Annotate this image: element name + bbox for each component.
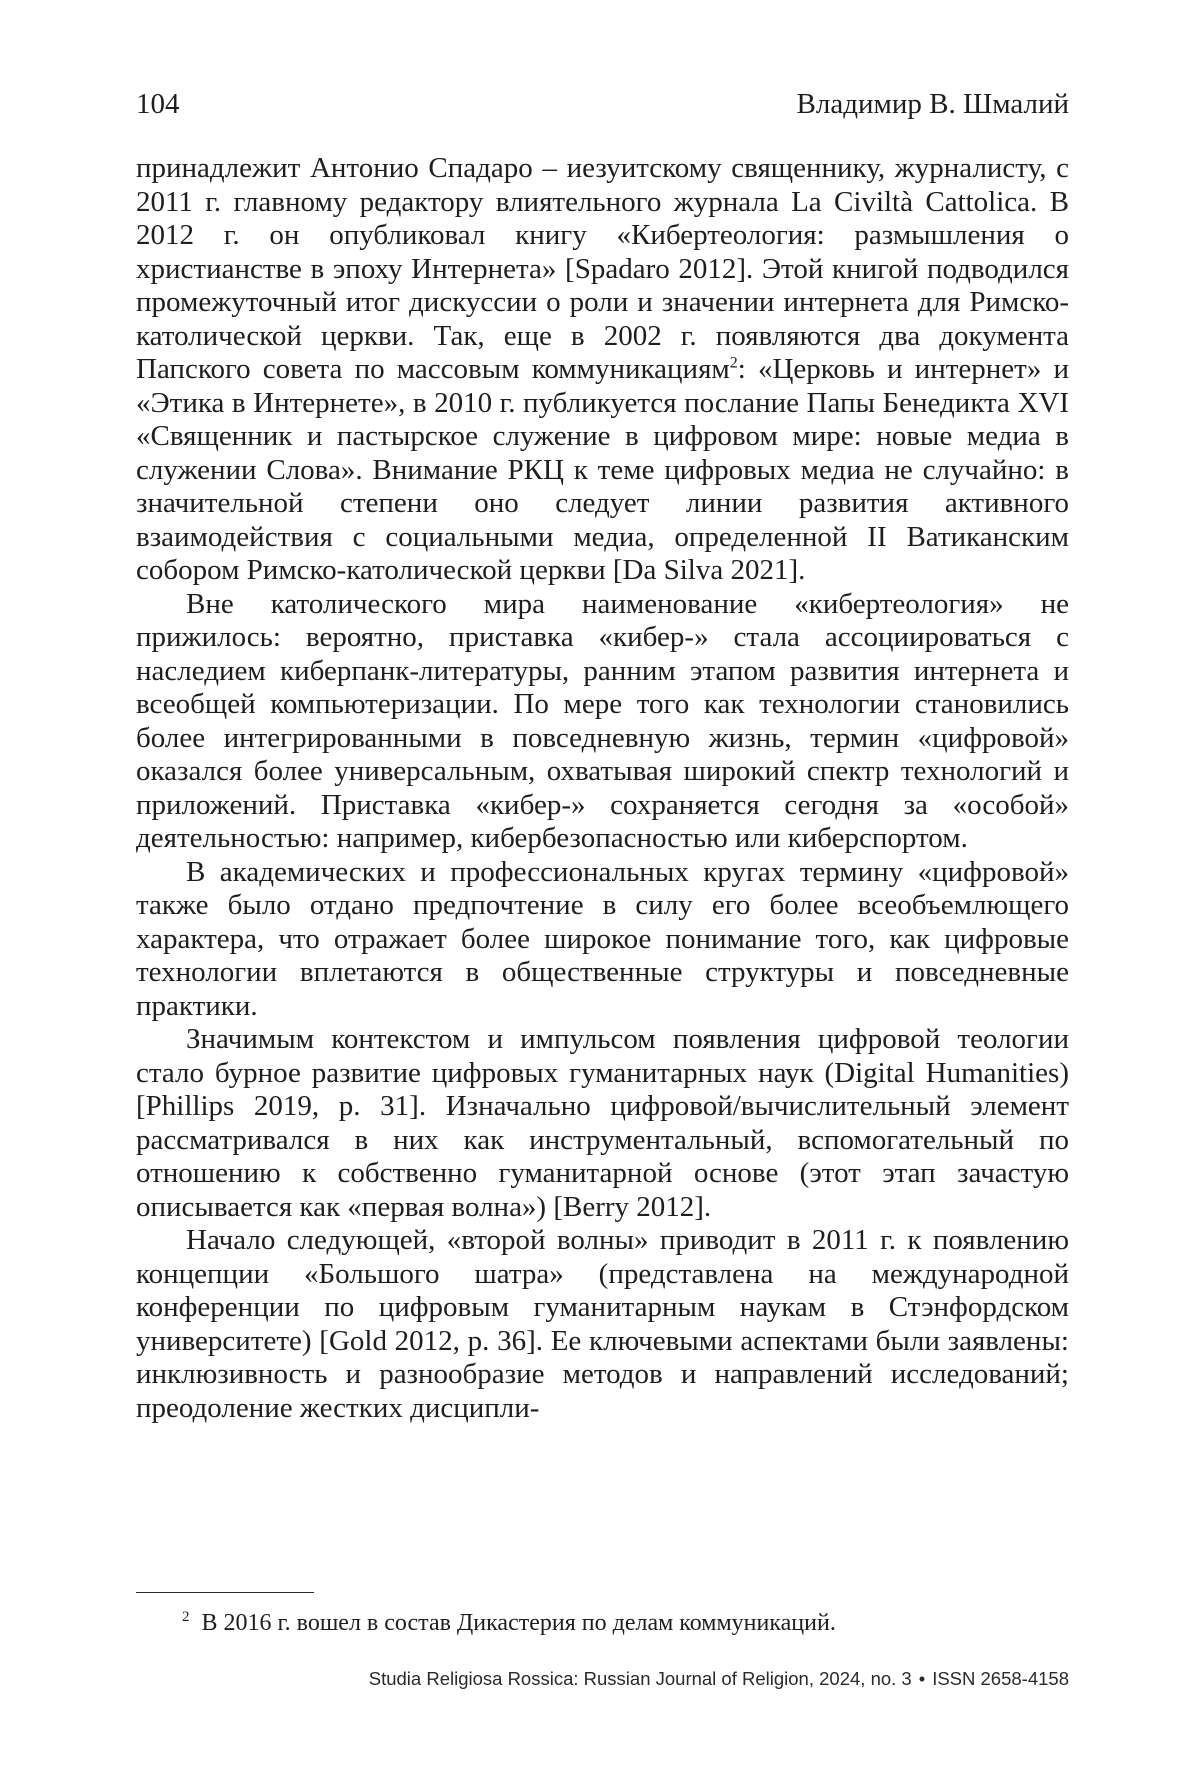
running-header bbox=[136, 88, 1069, 128]
paragraph: Начало следующей, «второй волны» приводит в 2011 г. к появлению концепции «Большого шатра» (представлена на международной конференции по цифровым гуманитарным наукам в Стэнфордском университете) [Gold 2012, p. 36]. Ее ключевыми аспектами были заявлены: инклюзивность и разнообразие методов и направлений исследований; преодоление жестких дисципли- bbox=[136, 1224, 1069, 1424]
paragraph-text: принадлежит Антонио Спадаро – иезуитскому священнику, журналисту, с 2011 г. главному редактору влиятельного журнала La Civiltà Cattolica. В 2012 г. он опубликовал книгу «Кибертеология: размышления о христианстве в эпоху Интернета» [Spadaro 2012]. Этой книгой подводился промежуточный итог дискуссии о роли и значении интернета для Римско-католической церкви. Так, еще в 2002 г. появляются два документа Папского совета по массовым коммуникациям bbox=[136, 152, 1069, 385]
running-author: Владимир В. Шмалий bbox=[796, 88, 1069, 120]
paragraph: Вне католического мира наименование «кибертеология» не прижилось: вероятно, приставка «кибер-» стала ассоциироваться с наследием киберпанк-литературы, ранним этапом развития интернета и всеобщей компьютеризации. По мере того как технологии становились более интегрированными в повседневную жизнь, термин «цифровой» оказался более универсальным, охватывая широкий спектр технологий и приложений. Приставка «кибер-» сохраняется сегодня за «особой» деятельностью: например, кибербезопасностью или киберспортом. bbox=[136, 587, 1069, 854]
paragraph bbox=[136, 152, 1069, 588]
footer-separator: • bbox=[918, 1668, 926, 1689]
journal-footer bbox=[136, 1668, 1069, 1690]
article-body bbox=[136, 152, 1069, 1425]
footnote-mark: 2 bbox=[182, 1609, 190, 1625]
paragraph: Значимым контекстом и импульсом появления цифровой теологии стало бурное развитие цифровых гуманитарных наук (Digital Humanities) [Phillips 2019, p. 31]. Изначально цифровой/вычислительный элемент рассматривался в них как инструментальный, вспомогательный по отношению к собственно гуманитарной основе (этот этап зачастую описывается как «первая волна») [Berry 2012]. bbox=[136, 1023, 1069, 1223]
journal-issn: ISSN 2658-4158 bbox=[932, 1668, 1069, 1689]
footnote-reference[interactable]: 2 bbox=[729, 354, 738, 372]
paragraph: В академических и профессиональных кругах термину «цифровой» также было отдано предпочтение в силу его более всеобъемлющего характера, что отражает более широкое понимание того, как цифровые технологии вплетаются в общественные структуры и повседневные практики. bbox=[136, 855, 1069, 1022]
footnote bbox=[182, 1608, 1069, 1638]
footnote-divider bbox=[136, 1592, 314, 1593]
page-number: 104 bbox=[136, 88, 180, 120]
journal-citation: Studia Religiosa Rossica: Russian Journal of Religion, 2024, no. 3 bbox=[368, 1668, 912, 1689]
footnote-text: В 2016 г. вошел в состав Дикастерия по делам коммуникаций. bbox=[201, 1610, 836, 1636]
paragraph-text-continued: : «Церковь и интернет» и «Этика в Интернете», в 2010 г. публикуется послание Папы Бенедикта XVI «Священник и пастырское служение в цифровом мире: новые медиа в служении Слова». Внимание РКЦ к теме цифровых медиа не случайно: в значительной степени оно следует линии развития активного взаимодействия с социальными медиа, определенной II Ватиканским собором Римско-католической церкви [Da Silva 2021]. bbox=[136, 353, 1069, 586]
